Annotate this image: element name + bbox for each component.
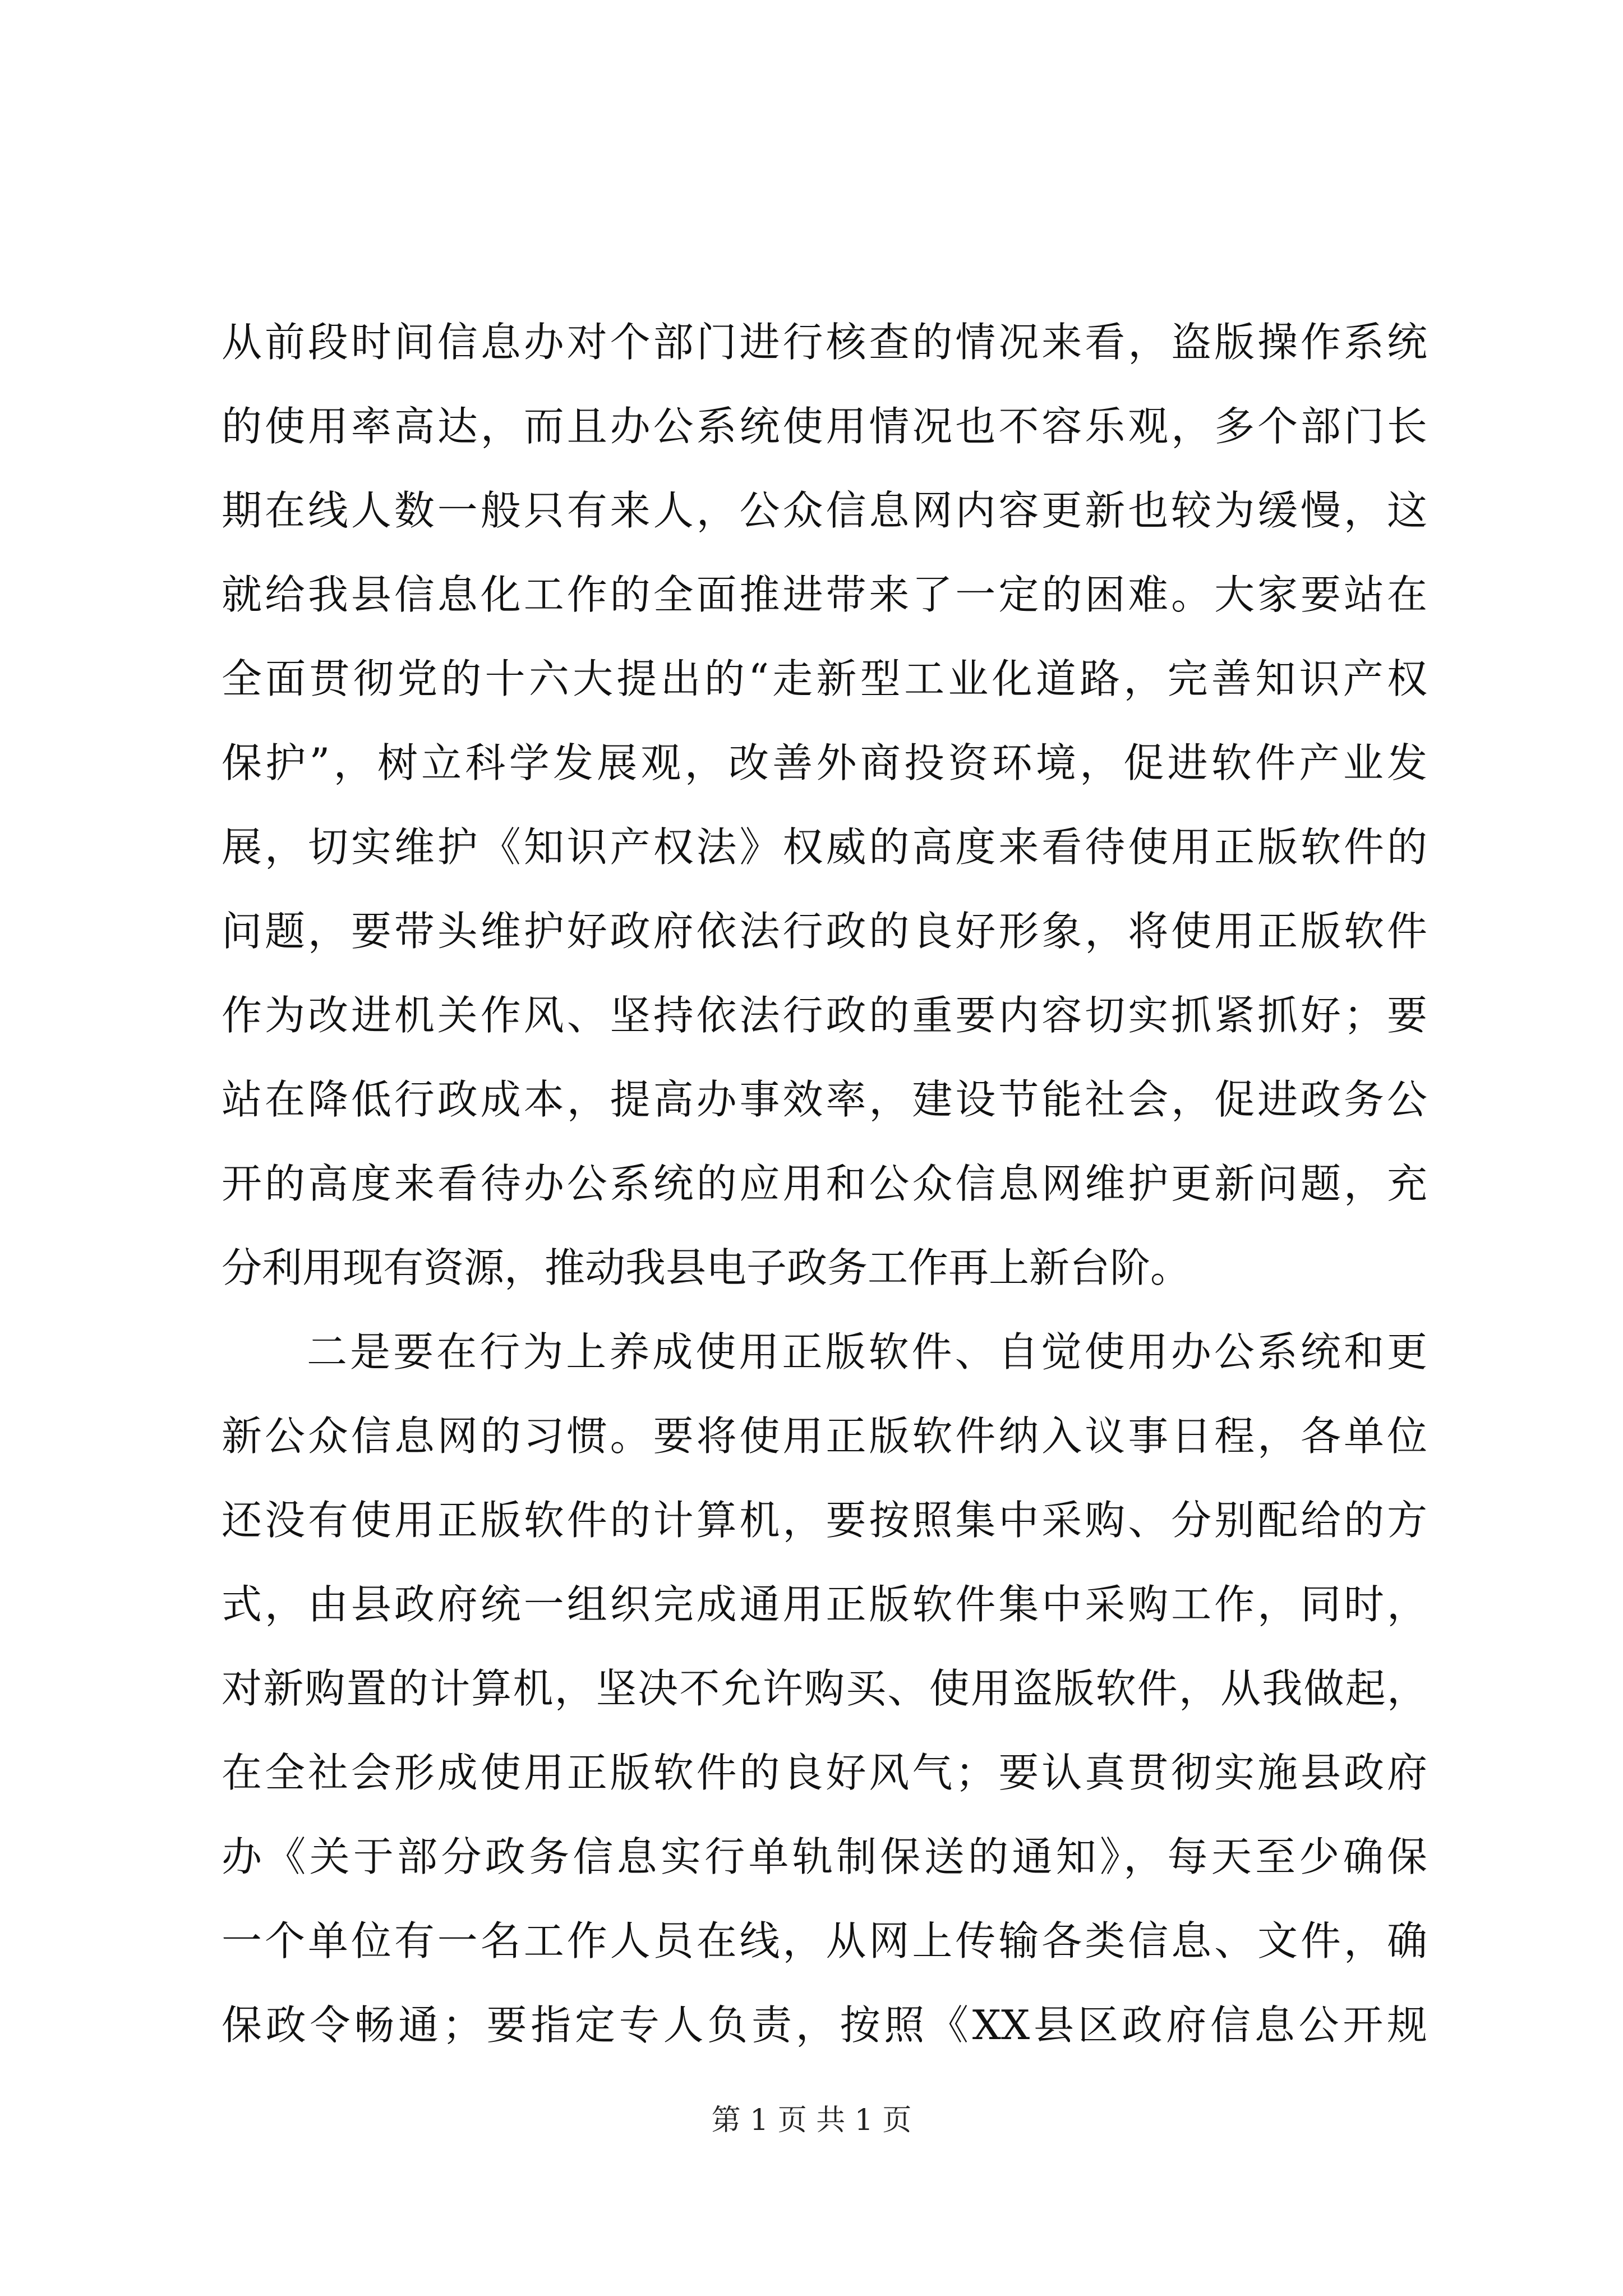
text-line: 保政令畅通；要指定专人负责，按照《XX县区政府信息公开规 — [222, 2001, 1427, 2049]
text-line: 一个单位有一名工作人员在线，从网上传输各类信息、文件，确 — [222, 1917, 1427, 1964]
text-line: 全面贯彻党的十六大提出的“走新型工业化道路，完善知识产权 — [222, 655, 1427, 702]
text-line: 办《关于部分政务信息实行单轨制保送的通知》，每天至少确保 — [222, 1833, 1427, 1880]
text-line: 作为改进机关作风、坚持依法行政的重要内容切实抓紧抓好；要 — [222, 992, 1427, 1039]
text-line: 开的高度来看待办公系统的应用和公众信息网维护更新问题，充 — [222, 1160, 1427, 1207]
text-line: 式，由县政府统一组织完成通用正版软件集中采购工作，同时， — [222, 1581, 1427, 1628]
text-line: 问题，要带头维护好政府依法行政的良好形象，将使用正版软件 — [222, 908, 1427, 955]
text-line: 期在线人数一般只有来人，公众信息网内容更新也较为缓慢，这 — [222, 487, 1427, 534]
text-line: 从前段时间信息办对个部门进行核查的情况来看，盗版操作系统 — [222, 319, 1427, 366]
page-number-footer: 第 1 页 共 1 页 — [711, 2104, 912, 2137]
text-line: 新公众信息网的习惯。要将使用正版软件纳入议事日程，各单位 — [222, 1412, 1427, 1460]
text-line: 的使用率高达，而且办公系统使用情况也不容乐观，多个部门长 — [222, 403, 1427, 450]
text-line: 保护”，树立科学发展观，改善外商投资环境，促进软件产业发 — [222, 739, 1427, 786]
text-line: 就给我县信息化工作的全面推进带来了一定的困难。大家要站在 — [222, 571, 1427, 618]
text-line: 在全社会形成使用正版软件的良好风气；要认真贯彻实施县政府 — [222, 1749, 1427, 1796]
text-line: 站在降低行政成本，提高办事效率，建设节能社会，促进政务公 — [222, 1076, 1427, 1123]
text-line: 对新购置的计算机，坚决不允许购买、使用盗版软件，从我做起， — [222, 1665, 1427, 1712]
text-line: 分利用现有资源，推动我县电子政务工作再上新台阶。 — [222, 1244, 1191, 1291]
text-line: 还没有使用正版软件的计算机，要按照集中采购、分别配给的方 — [222, 1497, 1427, 1544]
paragraph-start-line: 二是要在行为上养成使用正版软件、自觉使用办公系统和更 — [307, 1328, 1427, 1375]
text-line: 展，切实维护《知识产权法》权威的高度来看待使用正版软件的 — [222, 823, 1427, 871]
